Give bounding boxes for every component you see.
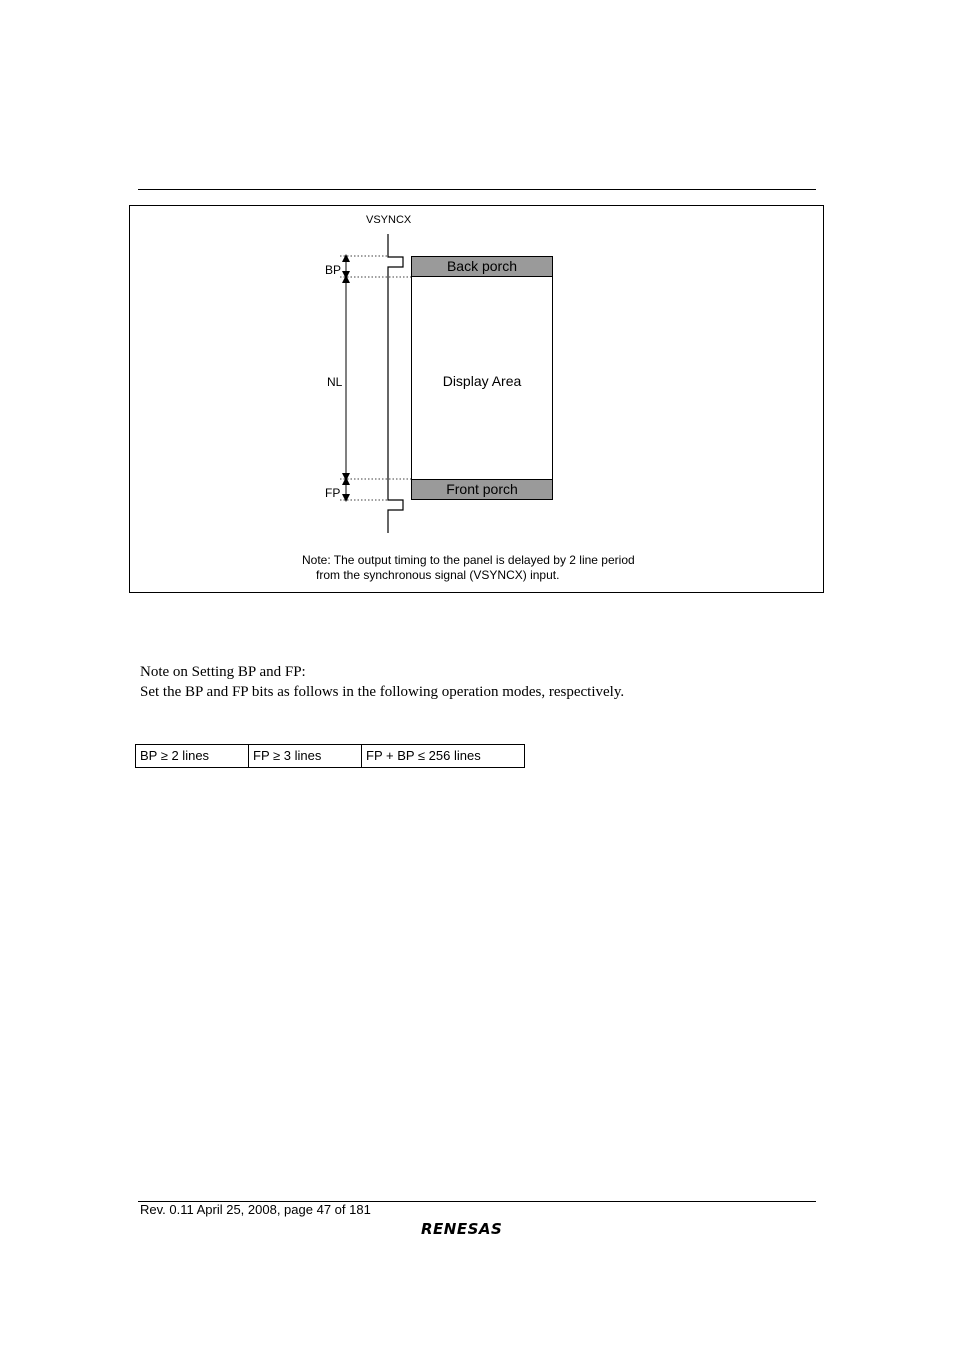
renesas-logo [421,1219,533,1239]
back-porch-band: Back porch [411,256,553,277]
footer-revision: Rev. 0.11 April 25, 2008, page 47 of 181 [140,1202,371,1217]
fp-label: FP [325,486,341,500]
vsyncx-label: VSYNCX [366,214,412,226]
front-porch-band: Front porch [411,479,553,500]
display-area-label: Display Area [442,373,522,389]
condition-cell-sum: FP + BP ≤ 256 lines [366,748,481,763]
bp-label: BP [325,263,342,277]
figure-note-line1: Note: The output timing to the panel is delayed by 2 line period [302,553,635,567]
condition-cell-bp: BP ≥ 2 lines [136,745,249,767]
renesas-logo-text: RENESAS [421,1220,503,1238]
note-text: Set the BP and FP bits as follows in the following operation modes, respectively. [140,684,625,700]
display-area-region [411,277,553,480]
vsync-waveform [388,234,403,533]
conditions-table [135,744,525,768]
condition-cell-fp: FP ≥ 3 lines [249,745,362,767]
figure-note-line2: from the synchronous signal (VSYNCX) input. [316,568,560,582]
note-heading: Note on Setting BP and FP: [140,664,306,680]
nl-label: NL [327,375,343,389]
